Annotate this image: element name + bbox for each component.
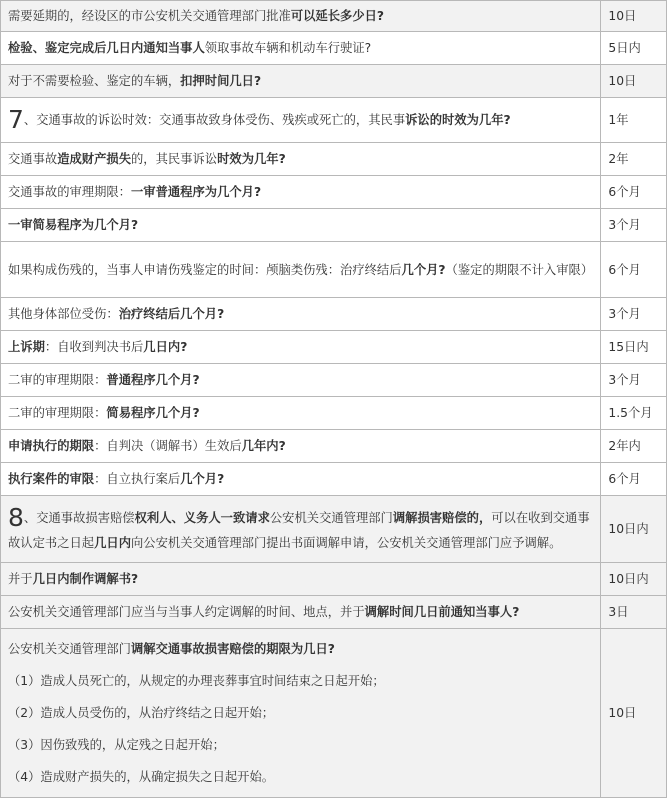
answer-cell: 10日	[601, 1, 667, 32]
bold-text: 申请执行的期限	[8, 439, 95, 453]
bold-text: 扣押时间几日?	[180, 74, 262, 88]
bold-text: 造成财产损失	[57, 152, 131, 166]
question-cell	[1, 209, 601, 242]
question-cell	[1, 331, 601, 364]
table-row	[1, 65, 667, 98]
text-segment: （2）造成人员受伤的，从治疗终结之日起开始；	[8, 706, 275, 720]
text-segment: ：自收到判决书后	[44, 340, 144, 354]
text-segment: （3）因伤致残的，从定残之日起开始；	[8, 738, 225, 752]
text-segment: ：自立执行案后	[94, 472, 181, 486]
table-row	[1, 629, 667, 798]
text-segment: 可以在收到交通事故认定书之日起	[8, 511, 590, 550]
answer-cell: 10日	[601, 65, 667, 98]
text-segment: 如果构成伤残的，当事人申请伤残鉴定的时间：颅脑类伤残：治疗终结后	[8, 262, 402, 277]
bold-text: 上诉期	[8, 340, 45, 354]
bold-text: 普通程序几个月?	[106, 373, 200, 387]
table-row	[1, 209, 667, 242]
bold-text: 调解交通事故损害赔偿的期限为几日?	[130, 642, 335, 656]
text-segment: 二审的审理期限：	[8, 373, 107, 387]
table-row	[1, 596, 667, 629]
question-cell	[1, 176, 601, 209]
text-segment: （1）造成人员死亡的，从规定的办理丧葬事宜时间结束之日起开始；	[8, 674, 385, 688]
table-row	[1, 32, 667, 65]
text-segment: 交通事故的审理期限：	[8, 185, 131, 199]
question-cell	[1, 242, 601, 298]
text-segment: 并于	[8, 572, 33, 586]
bold-text: 一审普通程序为几个月?	[130, 185, 262, 199]
bold-text: 诉讼的时效为几年?	[405, 113, 511, 127]
text-segment: 公安机关交通管理部门	[269, 511, 393, 525]
text-segment: 向公安机关交通管理部门提出书面调解申请，公安机关交通管理部门应予调解。	[131, 536, 562, 550]
bold-text: 调解时间几日前通知当事人?	[364, 605, 520, 619]
answer-cell: 6个月	[601, 242, 667, 298]
table-row	[1, 1, 667, 32]
answer-cell: 1.5个月	[601, 397, 667, 430]
text-segment: 公安机关交通管理部门应当与当事人约定调解的时间、地点，并于	[8, 605, 365, 619]
question-cell	[1, 298, 601, 331]
text-segment: （4）造成财产损失的，从确定损失之日起开始。	[8, 770, 275, 784]
text-segment: （鉴定的期限不计入审限）	[445, 262, 594, 277]
question-cell	[1, 1, 601, 32]
table-row	[1, 242, 667, 298]
text-segment: 领取事故车辆和机动车行驶证?	[204, 41, 372, 55]
condition-line	[8, 729, 593, 761]
section-number: 8	[8, 503, 24, 532]
answer-cell: 6个月	[601, 463, 667, 496]
table-row	[1, 331, 667, 364]
text-segment: 、交通事故损害赔偿	[23, 511, 135, 525]
bold-text: 治疗终结后几个月?	[118, 307, 225, 321]
bold-text: 简易程序几个月?	[106, 406, 200, 420]
question-cell	[1, 364, 601, 397]
answer-cell: 3个月	[601, 209, 667, 242]
bold-text: 可以延长多少日?	[290, 9, 385, 23]
table-row	[1, 176, 667, 209]
text-segment: ：自判决（调解书）生效后	[94, 439, 242, 453]
table-row	[1, 98, 667, 143]
question-cell	[1, 143, 601, 176]
answer-cell: 3日	[601, 596, 667, 629]
bold-text: 调解损害赔偿的，	[392, 511, 492, 525]
question-cell	[1, 496, 601, 563]
text-segment: 的，其民事诉讼	[131, 152, 218, 166]
bold-text: 几日内制作调解书?	[32, 572, 139, 586]
answer-cell: 2年	[601, 143, 667, 176]
answer-cell: 1年	[601, 98, 667, 143]
answer-cell: 10日内	[601, 496, 667, 563]
bold-text: 一审简易程序为几个月?	[8, 218, 139, 232]
question-cell	[1, 65, 601, 98]
condition-line	[8, 697, 593, 729]
table-row	[1, 298, 667, 331]
bold-text: 几个月?	[180, 472, 225, 486]
table-row	[1, 397, 667, 430]
text-segment: 需要延期的，经设区的市公安机关交通管理部门批准	[8, 9, 291, 23]
question-cell	[1, 430, 601, 463]
answer-cell: 6个月	[601, 176, 667, 209]
table-row	[1, 463, 667, 496]
condition-line	[8, 665, 593, 697]
question-line	[8, 633, 593, 665]
table-row	[1, 496, 667, 563]
text-segment: 二审的审理期限：	[8, 406, 107, 420]
question-cell	[1, 629, 601, 798]
answer-cell: 15日内	[601, 331, 667, 364]
table-body	[1, 1, 667, 798]
table-row	[1, 143, 667, 176]
text-segment: 、交通事故的诉讼时效：交通事故致身体受伤、残疾或死亡的，其民事	[23, 113, 406, 127]
condition-line	[8, 761, 593, 793]
bold-text: 检验、鉴定完成后几日内通知当事人	[8, 41, 205, 55]
bold-text: 权利人、义务人一致请求	[134, 511, 270, 525]
text-segment: 其他身体部位受伤：	[8, 307, 119, 321]
answer-cell: 3个月	[601, 298, 667, 331]
answer-cell: 10日内	[601, 563, 667, 596]
table-row	[1, 563, 667, 596]
bold-text: 执行案件的审限	[8, 472, 95, 486]
bold-text: 几日内	[94, 536, 131, 550]
table-row	[1, 430, 667, 463]
bold-text: 时效为几年?	[217, 152, 286, 166]
answer-cell: 5日内	[601, 32, 667, 65]
text-segment: 公安机关交通管理部门	[8, 642, 131, 656]
question-cell	[1, 563, 601, 596]
answer-cell: 2年内	[601, 430, 667, 463]
bold-text: 几年内?	[241, 439, 286, 453]
question-cell	[1, 98, 601, 143]
answer-cell: 3个月	[601, 364, 667, 397]
section-number: 7	[8, 105, 24, 134]
question-cell	[1, 32, 601, 65]
bold-text: 几个月?	[401, 262, 446, 277]
text-segment: 交通事故	[8, 152, 58, 166]
table-row	[1, 364, 667, 397]
question-cell	[1, 463, 601, 496]
text-segment: 对于不需要检验、鉴定的车辆，	[8, 74, 181, 88]
question-cell	[1, 397, 601, 430]
answer-cell: 10日	[601, 629, 667, 798]
question-cell	[1, 596, 601, 629]
bold-text: 几日内?	[143, 340, 188, 354]
